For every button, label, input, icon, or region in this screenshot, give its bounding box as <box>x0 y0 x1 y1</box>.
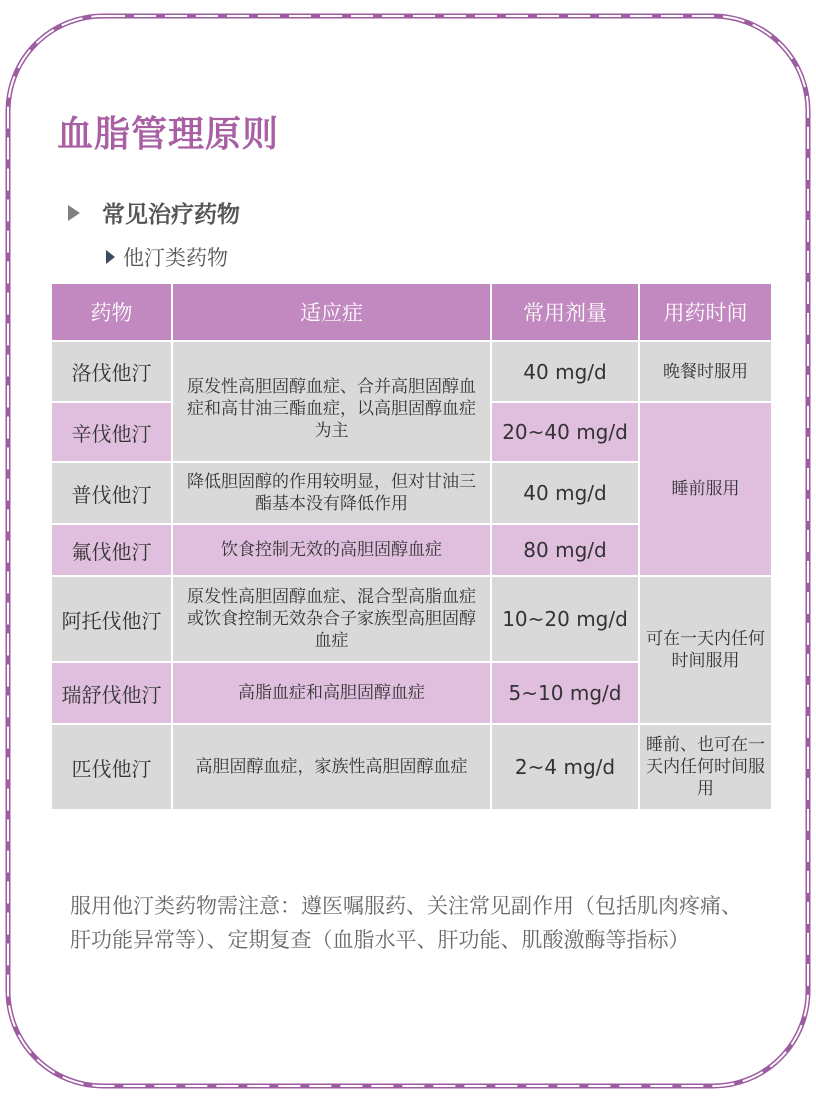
header-dose: 常用剂量 <box>491 283 639 341</box>
bullet-statins <box>106 242 228 272</box>
drug-name: 匹伐他汀 <box>51 724 172 810</box>
indication: 降低胆固醇的作用较明显，但对甘油三酯基本没有降低作用 <box>172 462 491 524</box>
bullet-common-drugs-label: 常见治疗药物 <box>102 202 240 228</box>
dose: 5~10 mg/d <box>491 662 639 724</box>
triangle-subbullet-icon <box>106 250 115 264</box>
table-row <box>51 576 772 662</box>
dose: 40 mg/d <box>491 462 639 524</box>
indication: 高胆固醇血症，家族性高胆固醇血症 <box>172 724 491 810</box>
drug-name: 瑞舒伐他汀 <box>51 662 172 724</box>
timing: 晚餐时服用 <box>639 341 772 402</box>
indication: 高脂血症和高胆固醇血症 <box>172 662 491 724</box>
bullet-common-drugs <box>68 196 240 229</box>
usage-note: 服用他汀类药物需注意：遵医嘱服药、关注常见副作用（包括肌肉疼痛、肝功能异常等）、定期复查（血脂水平、肝功能、肌酸激酶等指标） <box>70 894 742 952</box>
page-title: 血脂管理原则 <box>57 114 280 155</box>
header-time: 用药时间 <box>639 283 772 341</box>
drug-name: 普伐他汀 <box>51 462 172 524</box>
timing: 睡前、也可在一天内任何时间服用 <box>639 724 772 810</box>
indication: 原发性高胆固醇血症、混合型高脂血症或饮食控制无效杂合子家族型高胆固醇血症 <box>172 576 491 662</box>
dose: 2~4 mg/d <box>491 724 639 810</box>
dose: 40 mg/d <box>491 341 639 402</box>
table-row <box>51 341 772 402</box>
timing: 可在一天内任何时间服用 <box>639 576 772 724</box>
indication: 饮食控制无效的高胆固醇血症 <box>172 524 491 576</box>
header-indication: 适应症 <box>172 283 491 341</box>
triangle-bullet-icon <box>68 205 80 221</box>
drug-name: 氟伐他汀 <box>51 524 172 576</box>
table-header-row <box>51 283 772 341</box>
statin-table <box>50 282 773 811</box>
header-drug: 药物 <box>51 283 172 341</box>
timing: 睡前服用 <box>639 402 772 576</box>
dose: 10~20 mg/d <box>491 576 639 662</box>
drug-name: 洛伐他汀 <box>51 341 172 402</box>
bullet-statins-label: 他汀类药物 <box>123 246 228 270</box>
dose: 80 mg/d <box>491 524 639 576</box>
drug-name: 阿托伐他汀 <box>51 576 172 662</box>
indication: 原发性高胆固醇血症、合并高胆固醇血症和高甘油三酯血症，以高胆固醇血症为主 <box>172 341 491 462</box>
table-row <box>51 724 772 810</box>
drug-name: 辛伐他汀 <box>51 402 172 462</box>
dose: 20~40 mg/d <box>491 402 639 462</box>
